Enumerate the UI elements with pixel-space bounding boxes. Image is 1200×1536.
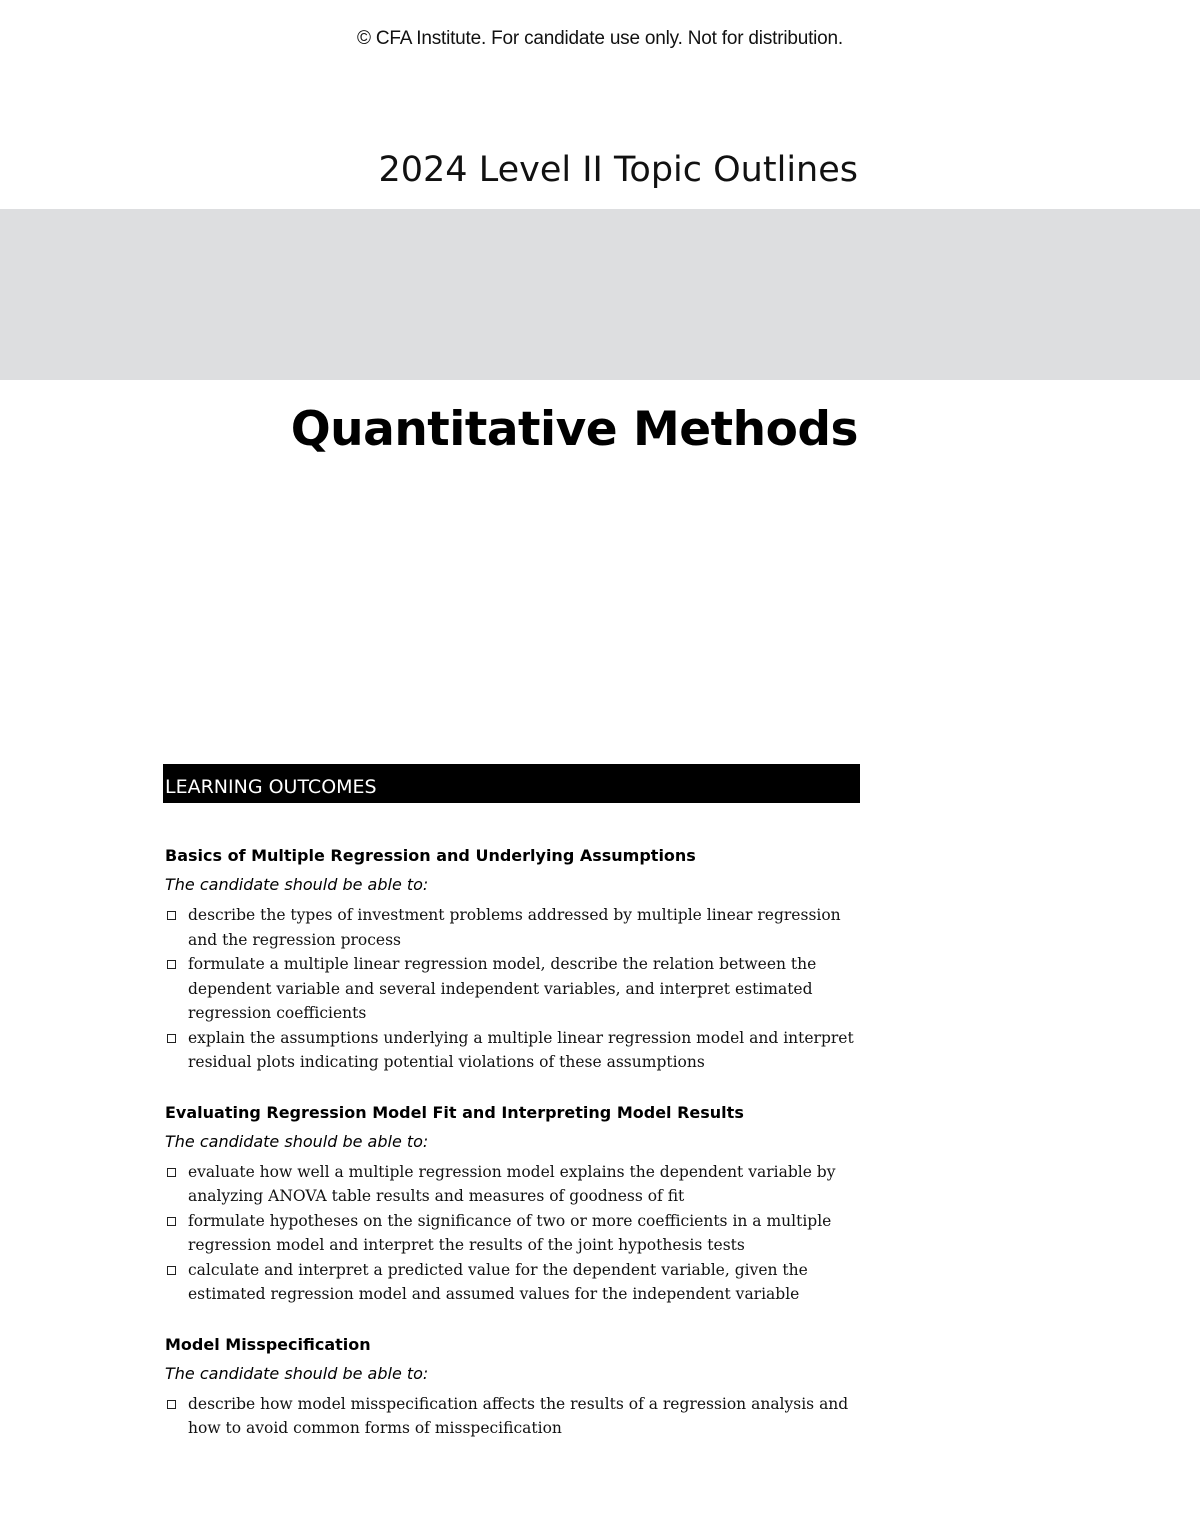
checkbox-icon[interactable] <box>167 1266 176 1275</box>
outcome-section <box>165 1100 855 1307</box>
outcome-item <box>165 1258 855 1307</box>
outcome-text: formulate a multiple linear regression model, describe the relation between the dependent variable and several independent variables, and interpret estimated regression coefficients <box>188 955 817 1022</box>
header-band <box>0 209 1200 380</box>
outcome-text: explain the assumptions underlying a multiple linear regression model and interpret residual plots indicating potential violations of these assumptions <box>188 1028 854 1071</box>
checkbox-icon[interactable] <box>167 911 176 920</box>
checkbox-icon[interactable] <box>167 1217 176 1226</box>
outcome-section <box>165 1332 855 1441</box>
section-intro: The candidate should be able to: <box>165 875 429 894</box>
outline-title: 2024 Level II Topic Outlines <box>378 150 858 190</box>
outcome-text: describe the types of investment problems addressed by multiple linear regression and the regression process <box>188 906 841 949</box>
outcome-item <box>165 1160 855 1209</box>
outcome-item <box>165 952 855 1026</box>
copyright-notice: © CFA Institute. For candidate use only. Not for distribution. <box>357 28 843 49</box>
outcome-item <box>165 1209 855 1258</box>
outcome-item <box>165 1392 855 1441</box>
checkbox-icon[interactable] <box>167 960 176 969</box>
learning-outcomes-banner <box>163 764 860 803</box>
checkbox-icon[interactable] <box>167 1168 176 1177</box>
section-intro: The candidate should be able to: <box>165 1131 429 1151</box>
outcome-item <box>165 903 855 952</box>
outcome-text: calculate and interpret a predicted value for the dependent variable, given the estimated regression model and assumed values for the independent variable <box>188 1260 808 1303</box>
outcome-text: evaluate how well a multiple regression model explains the dependent variable by analyzing ANOVA table results and measures of goodness of fit <box>188 1162 836 1205</box>
outcome-text: describe how model misspecification affects the results of a regression analysis and how to avoid common forms of misspecification <box>188 1394 849 1437</box>
reading-title: Quantitative Methods <box>290 402 858 457</box>
learning-outcomes-list <box>165 843 855 1466</box>
checkbox-icon[interactable] <box>167 1034 176 1043</box>
section-heading: Model Misspecification <box>165 1334 371 1354</box>
learning-outcomes-label: LEARNING OUTCOMES <box>165 776 377 798</box>
outcome-text: formulate hypotheses on the significance of two or more coefficients in a multiple regression model and interpret the results of the joint hypothesis tests <box>188 1211 832 1254</box>
outcome-section <box>165 843 855 1075</box>
section-heading: Basics of Multiple Regression and Underlying Assumptions <box>165 846 696 865</box>
checkbox-icon[interactable] <box>167 1400 176 1409</box>
section-intro: The candidate should be able to: <box>165 1363 429 1383</box>
outcome-item <box>165 1026 855 1075</box>
section-heading: Evaluating Regression Model Fit and Interpreting Model Results <box>165 1102 744 1122</box>
